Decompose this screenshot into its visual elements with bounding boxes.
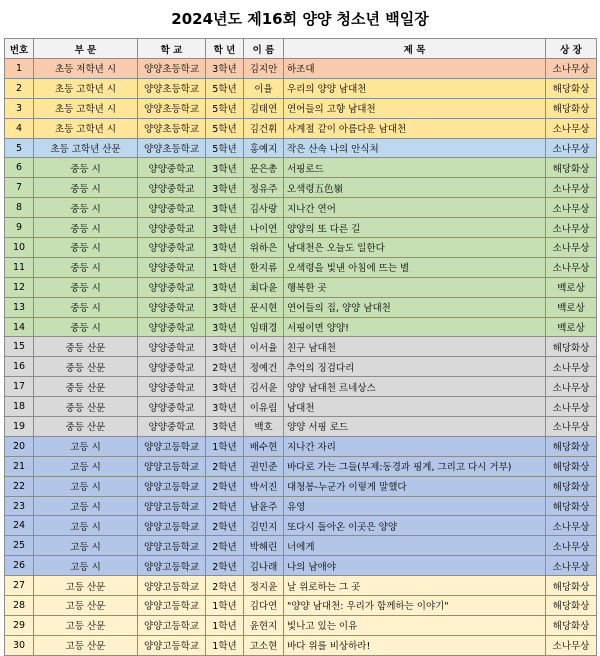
table-row: [5, 615, 597, 635]
table-row: [5, 496, 597, 516]
row-number: 10: [5, 238, 34, 258]
row-number: 8: [5, 198, 34, 218]
table-row: [5, 337, 597, 357]
row-school: 양양중학교: [138, 297, 206, 317]
row-title: 오색령五色嶺: [284, 178, 546, 198]
row-name: 나이연: [244, 218, 284, 238]
row-number: 11: [5, 257, 34, 277]
row-award: 해당화상: [546, 158, 597, 178]
table-row: [5, 118, 597, 138]
row-grade: 2학년: [206, 496, 244, 516]
row-division: 중등 시: [34, 218, 138, 238]
row-division: 고등 산문: [34, 576, 138, 596]
row-award: 해당화상: [546, 615, 597, 635]
row-division: 중등 산문: [34, 337, 138, 357]
row-grade: 3학년: [206, 238, 244, 258]
row-school: 양양중학교: [138, 397, 206, 417]
row-award: 소나무상: [546, 138, 597, 158]
table-row: [5, 536, 597, 556]
row-name: 문시현: [244, 297, 284, 317]
row-name: 위하은: [244, 238, 284, 258]
row-award: 소나무상: [546, 536, 597, 556]
row-grade: 2학년: [206, 516, 244, 536]
row-grade: 3학년: [206, 377, 244, 397]
header-award: 상 장: [546, 39, 597, 59]
row-number: 29: [5, 615, 34, 635]
row-number: 2: [5, 78, 34, 98]
table-row: [5, 436, 597, 456]
row-number: 1: [5, 59, 34, 79]
row-grade: 5학년: [206, 98, 244, 118]
row-award: 해당화상: [546, 436, 597, 456]
row-number: 5: [5, 138, 34, 158]
row-award: 소나무상: [546, 417, 597, 437]
row-division: 초등 저학년 시: [34, 59, 138, 79]
row-award: 소나무상: [546, 257, 597, 277]
row-number: 9: [5, 218, 34, 238]
row-grade: 3학년: [206, 417, 244, 437]
row-grade: 2학년: [206, 536, 244, 556]
row-award: 소나무상: [546, 377, 597, 397]
row-award: 소나무상: [546, 516, 597, 536]
table-row: [5, 218, 597, 238]
row-number: 15: [5, 337, 34, 357]
row-grade: 1학년: [206, 257, 244, 277]
row-award: 소나무상: [546, 357, 597, 377]
row-title: 양양 남대천 르네상스: [284, 377, 546, 397]
row-grade: 2학년: [206, 556, 244, 576]
header-title: 제 목: [284, 39, 546, 59]
row-division: 중등 산문: [34, 377, 138, 397]
row-name: 윤현지: [244, 615, 284, 635]
table-row: [5, 516, 597, 536]
table-row: [5, 397, 597, 417]
row-name: 배수현: [244, 436, 284, 456]
row-number: 17: [5, 377, 34, 397]
row-grade: 3학년: [206, 297, 244, 317]
row-grade: 1학년: [206, 596, 244, 616]
row-number: 6: [5, 158, 34, 178]
row-name: 이율: [244, 78, 284, 98]
row-title: 빛나고 있는 이유: [284, 615, 546, 635]
results-table: [4, 38, 597, 656]
table-row: [5, 78, 597, 98]
header-grade: 학 년: [206, 39, 244, 59]
row-title: 서핑로드: [284, 158, 546, 178]
row-school: 양양중학교: [138, 277, 206, 297]
row-grade: 3학년: [206, 397, 244, 417]
row-title: 사계절 같이 아름다운 남대천: [284, 118, 546, 138]
row-award: 소나무상: [546, 635, 597, 655]
row-title: 우리의 양양 남대천: [284, 78, 546, 98]
row-grade: 3학년: [206, 317, 244, 337]
row-name: 홍예지: [244, 138, 284, 158]
row-school: 양양중학교: [138, 158, 206, 178]
row-division: 중등 시: [34, 198, 138, 218]
row-name: 최다윤: [244, 277, 284, 297]
row-award: 해당화상: [546, 78, 597, 98]
row-name: 박해린: [244, 536, 284, 556]
row-number: 7: [5, 178, 34, 198]
row-grade: 3학년: [206, 59, 244, 79]
row-grade: 2학년: [206, 357, 244, 377]
row-award: 해당화상: [546, 456, 597, 476]
row-grade: 3학년: [206, 158, 244, 178]
row-name: 김다연: [244, 596, 284, 616]
row-award: 소나무상: [546, 238, 597, 258]
table-row: [5, 357, 597, 377]
table-row: [5, 98, 597, 118]
row-name: 남윤주: [244, 496, 284, 516]
row-name: 권민준: [244, 456, 284, 476]
row-number: 13: [5, 297, 34, 317]
row-school: 양양고등학교: [138, 496, 206, 516]
row-title: 양양 서핑 로드: [284, 417, 546, 437]
header-name: 이 름: [244, 39, 284, 59]
row-number: 16: [5, 357, 34, 377]
row-division: 중등 시: [34, 257, 138, 277]
row-number: 30: [5, 635, 34, 655]
row-title: 하조대: [284, 59, 546, 79]
row-school: 양양고등학교: [138, 635, 206, 655]
row-title: 추억의 징검다리: [284, 357, 546, 377]
row-division: 고등 시: [34, 516, 138, 536]
row-division: 고등 산문: [34, 596, 138, 616]
row-school: 양양중학교: [138, 357, 206, 377]
row-school: 양양중학교: [138, 257, 206, 277]
table-row: [5, 456, 597, 476]
table-body: [5, 59, 597, 656]
row-title: 남대천은 오늘도 일한다: [284, 238, 546, 258]
row-title: 대청봉-누군가 이렇게 말했다: [284, 476, 546, 496]
row-title: 나의 남애야: [284, 556, 546, 576]
row-division: 중등 시: [34, 178, 138, 198]
row-grade: 5학년: [206, 138, 244, 158]
row-award: 해당화상: [546, 576, 597, 596]
row-award: 해당화상: [546, 98, 597, 118]
row-grade: 5학년: [206, 78, 244, 98]
row-school: 양양중학교: [138, 218, 206, 238]
row-division: 중등 시: [34, 297, 138, 317]
row-school: 양양초등학교: [138, 138, 206, 158]
row-division: 고등 시: [34, 496, 138, 516]
row-number: 12: [5, 277, 34, 297]
row-number: 14: [5, 317, 34, 337]
row-name: 김나래: [244, 556, 284, 576]
row-name: 김지안: [244, 59, 284, 79]
table-row: [5, 596, 597, 616]
row-school: 양양초등학교: [138, 59, 206, 79]
row-school: 양양고등학교: [138, 596, 206, 616]
row-grade: 1학년: [206, 615, 244, 635]
row-number: 19: [5, 417, 34, 437]
row-title: 친구 남대천: [284, 337, 546, 357]
row-award: 해당화상: [546, 596, 597, 616]
row-title: 연어들의 고향 남대천: [284, 98, 546, 118]
row-division: 고등 시: [34, 536, 138, 556]
row-award: 백로상: [546, 297, 597, 317]
row-division: 중등 시: [34, 238, 138, 258]
row-division: 고등 시: [34, 436, 138, 456]
row-number: 27: [5, 576, 34, 596]
row-division: 중등 산문: [34, 357, 138, 377]
row-grade: 3학년: [206, 198, 244, 218]
table-row: [5, 635, 597, 655]
row-school: 양양초등학교: [138, 118, 206, 138]
table-row: [5, 576, 597, 596]
row-school: 양양중학교: [138, 178, 206, 198]
row-title: 작은 산속 나의 안식처: [284, 138, 546, 158]
row-number: 28: [5, 596, 34, 616]
row-division: 중등 시: [34, 277, 138, 297]
row-grade: 3학년: [206, 277, 244, 297]
row-title: 너에게: [284, 536, 546, 556]
table-row: [5, 138, 597, 158]
table-row: [5, 297, 597, 317]
row-title: 바다 위를 비상하라!: [284, 635, 546, 655]
row-school: 양양고등학교: [138, 556, 206, 576]
row-name: 임태경: [244, 317, 284, 337]
row-grade: 3학년: [206, 218, 244, 238]
row-award: 소나무상: [546, 397, 597, 417]
table-row: [5, 257, 597, 277]
row-number: 3: [5, 98, 34, 118]
row-number: 21: [5, 456, 34, 476]
header-row: [5, 39, 597, 59]
row-award: 소나무상: [546, 218, 597, 238]
row-grade: 1학년: [206, 635, 244, 655]
header-division: 부 문: [34, 39, 138, 59]
table-row: [5, 178, 597, 198]
row-name: 박서진: [244, 476, 284, 496]
row-division: 초등 고학년 시: [34, 78, 138, 98]
row-title: 남대천: [284, 397, 546, 417]
table-row: [5, 158, 597, 178]
row-name: 정지윤: [244, 576, 284, 596]
row-grade: 2학년: [206, 456, 244, 476]
page-title: 2024년도 제16회 양양 청소년 백일장: [171, 10, 429, 28]
table-row: [5, 417, 597, 437]
row-name: 정유주: [244, 178, 284, 198]
row-name: 이유림: [244, 397, 284, 417]
row-grade: 5학년: [206, 118, 244, 138]
row-award: 소나무상: [546, 198, 597, 218]
row-award: 소나무상: [546, 556, 597, 576]
table-row: [5, 317, 597, 337]
row-grade: 2학년: [206, 476, 244, 496]
row-division: 고등 산문: [34, 615, 138, 635]
row-school: 양양고등학교: [138, 516, 206, 536]
table-row: [5, 277, 597, 297]
row-school: 양양중학교: [138, 417, 206, 437]
row-school: 양양초등학교: [138, 78, 206, 98]
header-school: 학 교: [138, 39, 206, 59]
row-title: 날 위로하는 그 곳: [284, 576, 546, 596]
row-number: 24: [5, 516, 34, 536]
row-title: "양양 남대천: 우리가 함께하는 이야기": [284, 596, 546, 616]
row-school: 양양고등학교: [138, 576, 206, 596]
row-number: 22: [5, 476, 34, 496]
row-division: 초등 고학년 시: [34, 118, 138, 138]
row-division: 고등 시: [34, 556, 138, 576]
row-title: 또다시 돌아온 이곳은 양양: [284, 516, 546, 536]
row-name: 김사랑: [244, 198, 284, 218]
row-number: 25: [5, 536, 34, 556]
row-school: 양양고등학교: [138, 476, 206, 496]
row-number: 4: [5, 118, 34, 138]
row-title: 연어들의 집, 양양 남대천: [284, 297, 546, 317]
row-name: 김민지: [244, 516, 284, 536]
row-number: 23: [5, 496, 34, 516]
row-division: 중등 산문: [34, 417, 138, 437]
row-name: 정예건: [244, 357, 284, 377]
table-row: [5, 377, 597, 397]
row-number: 26: [5, 556, 34, 576]
table-row: [5, 198, 597, 218]
row-division: 중등 시: [34, 317, 138, 337]
table-row: [5, 556, 597, 576]
row-division: 고등 시: [34, 476, 138, 496]
row-name: 김건휘: [244, 118, 284, 138]
row-grade: 3학년: [206, 178, 244, 198]
row-school: 양양중학교: [138, 377, 206, 397]
row-school: 양양중학교: [138, 337, 206, 357]
row-title: 바다로 가는 그들(부제:동경과 핑계, 그리고 다시 거부): [284, 456, 546, 476]
row-award: 소나무상: [546, 59, 597, 79]
row-grade: 3학년: [206, 337, 244, 357]
row-title: 유영: [284, 496, 546, 516]
row-division: 고등 시: [34, 456, 138, 476]
row-grade: 1학년: [206, 436, 244, 456]
row-grade: 2학년: [206, 576, 244, 596]
row-name: 김서윤: [244, 377, 284, 397]
table-row: [5, 476, 597, 496]
row-title: 오색령을 빛낸 아침에 뜨는 별: [284, 257, 546, 277]
row-school: 양양초등학교: [138, 98, 206, 118]
row-school: 양양중학교: [138, 198, 206, 218]
row-name: 백호: [244, 417, 284, 437]
row-award: 해당화상: [546, 496, 597, 516]
row-school: 양양중학교: [138, 238, 206, 258]
row-number: 20: [5, 436, 34, 456]
row-division: 초등 고학년 산문: [34, 138, 138, 158]
row-number: 18: [5, 397, 34, 417]
row-division: 중등 시: [34, 158, 138, 178]
row-award: 소나무상: [546, 178, 597, 198]
row-award: 해당화상: [546, 476, 597, 496]
row-division: 고등 산문: [34, 635, 138, 655]
row-school: 양양중학교: [138, 317, 206, 337]
table-row: [5, 238, 597, 258]
row-title: 행복한 곳: [284, 277, 546, 297]
row-name: 문은총: [244, 158, 284, 178]
row-school: 양양고등학교: [138, 436, 206, 456]
row-title: 서핑이면 양양!: [284, 317, 546, 337]
table-row: [5, 59, 597, 79]
row-award: 소나무상: [546, 118, 597, 138]
row-name: 이서율: [244, 337, 284, 357]
row-school: 양양고등학교: [138, 536, 206, 556]
row-name: 고소현: [244, 635, 284, 655]
header-number: 번호: [5, 39, 34, 59]
row-award: 해당화상: [546, 337, 597, 357]
row-division: 중등 산문: [34, 397, 138, 417]
row-school: 양양고등학교: [138, 456, 206, 476]
row-award: 백로상: [546, 277, 597, 297]
row-award: 백로상: [546, 317, 597, 337]
row-title: 지나간 자리: [284, 436, 546, 456]
row-school: 양양고등학교: [138, 615, 206, 635]
row-division: 초등 고학년 시: [34, 98, 138, 118]
row-name: 한지류: [244, 257, 284, 277]
row-title: 지나간 연어: [284, 198, 546, 218]
row-name: 김태연: [244, 98, 284, 118]
row-title: 양양의 또 다른 길: [284, 218, 546, 238]
